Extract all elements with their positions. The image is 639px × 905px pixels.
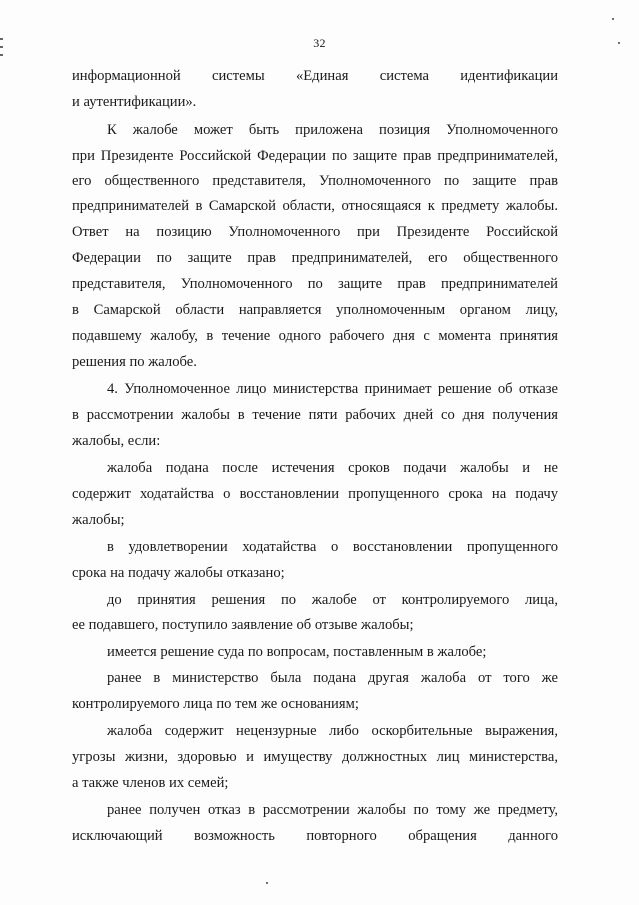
text-line: ранее в министерство была подана другая жалоба от того же [107,670,558,686]
text-line: предпринимателей в Самарской области, относящаяся к предмету жалобы. [72,198,558,214]
text-line: а также членов их семей; [72,775,229,791]
text-line: в рассмотрении жалобы в течение пяти рабочих дней со дня получения [72,407,558,423]
text-line: контролируемого лица по тем же основаниям; [72,696,359,712]
page-number: 32 [313,36,326,50]
text-line: срока на подачу жалобы отказано; [72,565,285,581]
text-line: информационной системы «Единая система идентификации [72,68,558,84]
text-line: Ответ на позицию Уполномоченного при Президенте Российской [72,224,558,240]
text-line: исключающий возможность повторного обращения данного [72,828,558,844]
text-line: подавшему жалобу, в течение одного рабочего дня с момента принятия [72,328,558,344]
text-line: в Самарской области направляется уполномоченным органом лицу, [72,302,558,318]
text-line: содержит ходатайства о восстановлении пропущенного срока на подачу [72,486,558,502]
scan-artifact [0,54,3,56]
text-line: жалоба подана после истечения сроков подачи жалобы и не [107,460,558,476]
text-line: его общественного представителя, Уполномоченного по защите прав [72,173,558,189]
text-line: ранее получен отказ в рассмотрении жалобы по тому же предмету, [107,802,558,818]
scan-artifact [0,46,3,48]
text-line: жалобы, если: [72,433,161,449]
text-line: ее подавшего, поступило заявление об отзыве жалобы; [72,617,414,633]
text-line: при Президенте Российской Федерации по защите прав предпринимателей, [72,148,558,164]
text-line: 4. Уполномоченное лицо министерства принимает решение об отказе [107,381,558,397]
text-line: угрозы жизни, здоровью и имуществу должностных лиц министерства, [72,749,558,765]
scan-artifact [612,18,614,20]
text-line: жалоба содержит нецензурные либо оскорбительные выражения, [107,723,558,739]
text-line: решения по жалобе. [72,354,197,370]
scan-artifact [266,882,268,884]
scan-artifact [0,38,3,40]
text-line: жалобы; [72,512,125,528]
text-line: представителя, Уполномоченного по защите прав предпринимателей [72,276,558,292]
text-line: имеется решение суда по вопросам, поставленным в жалобе; [107,644,487,660]
text-line: К жалобе может быть приложена позиция Уполномоченного [107,122,558,138]
text-line: и аутентификации». [72,94,197,110]
text-line: до принятия решения по жалобе от контролируемого лица, [107,592,558,608]
text-line: в удовлетворении ходатайства о восстановлении пропущенного [107,539,558,555]
text-line: Федерации по защите прав предпринимателей, его общественного [72,250,558,266]
scan-artifact [618,42,620,44]
